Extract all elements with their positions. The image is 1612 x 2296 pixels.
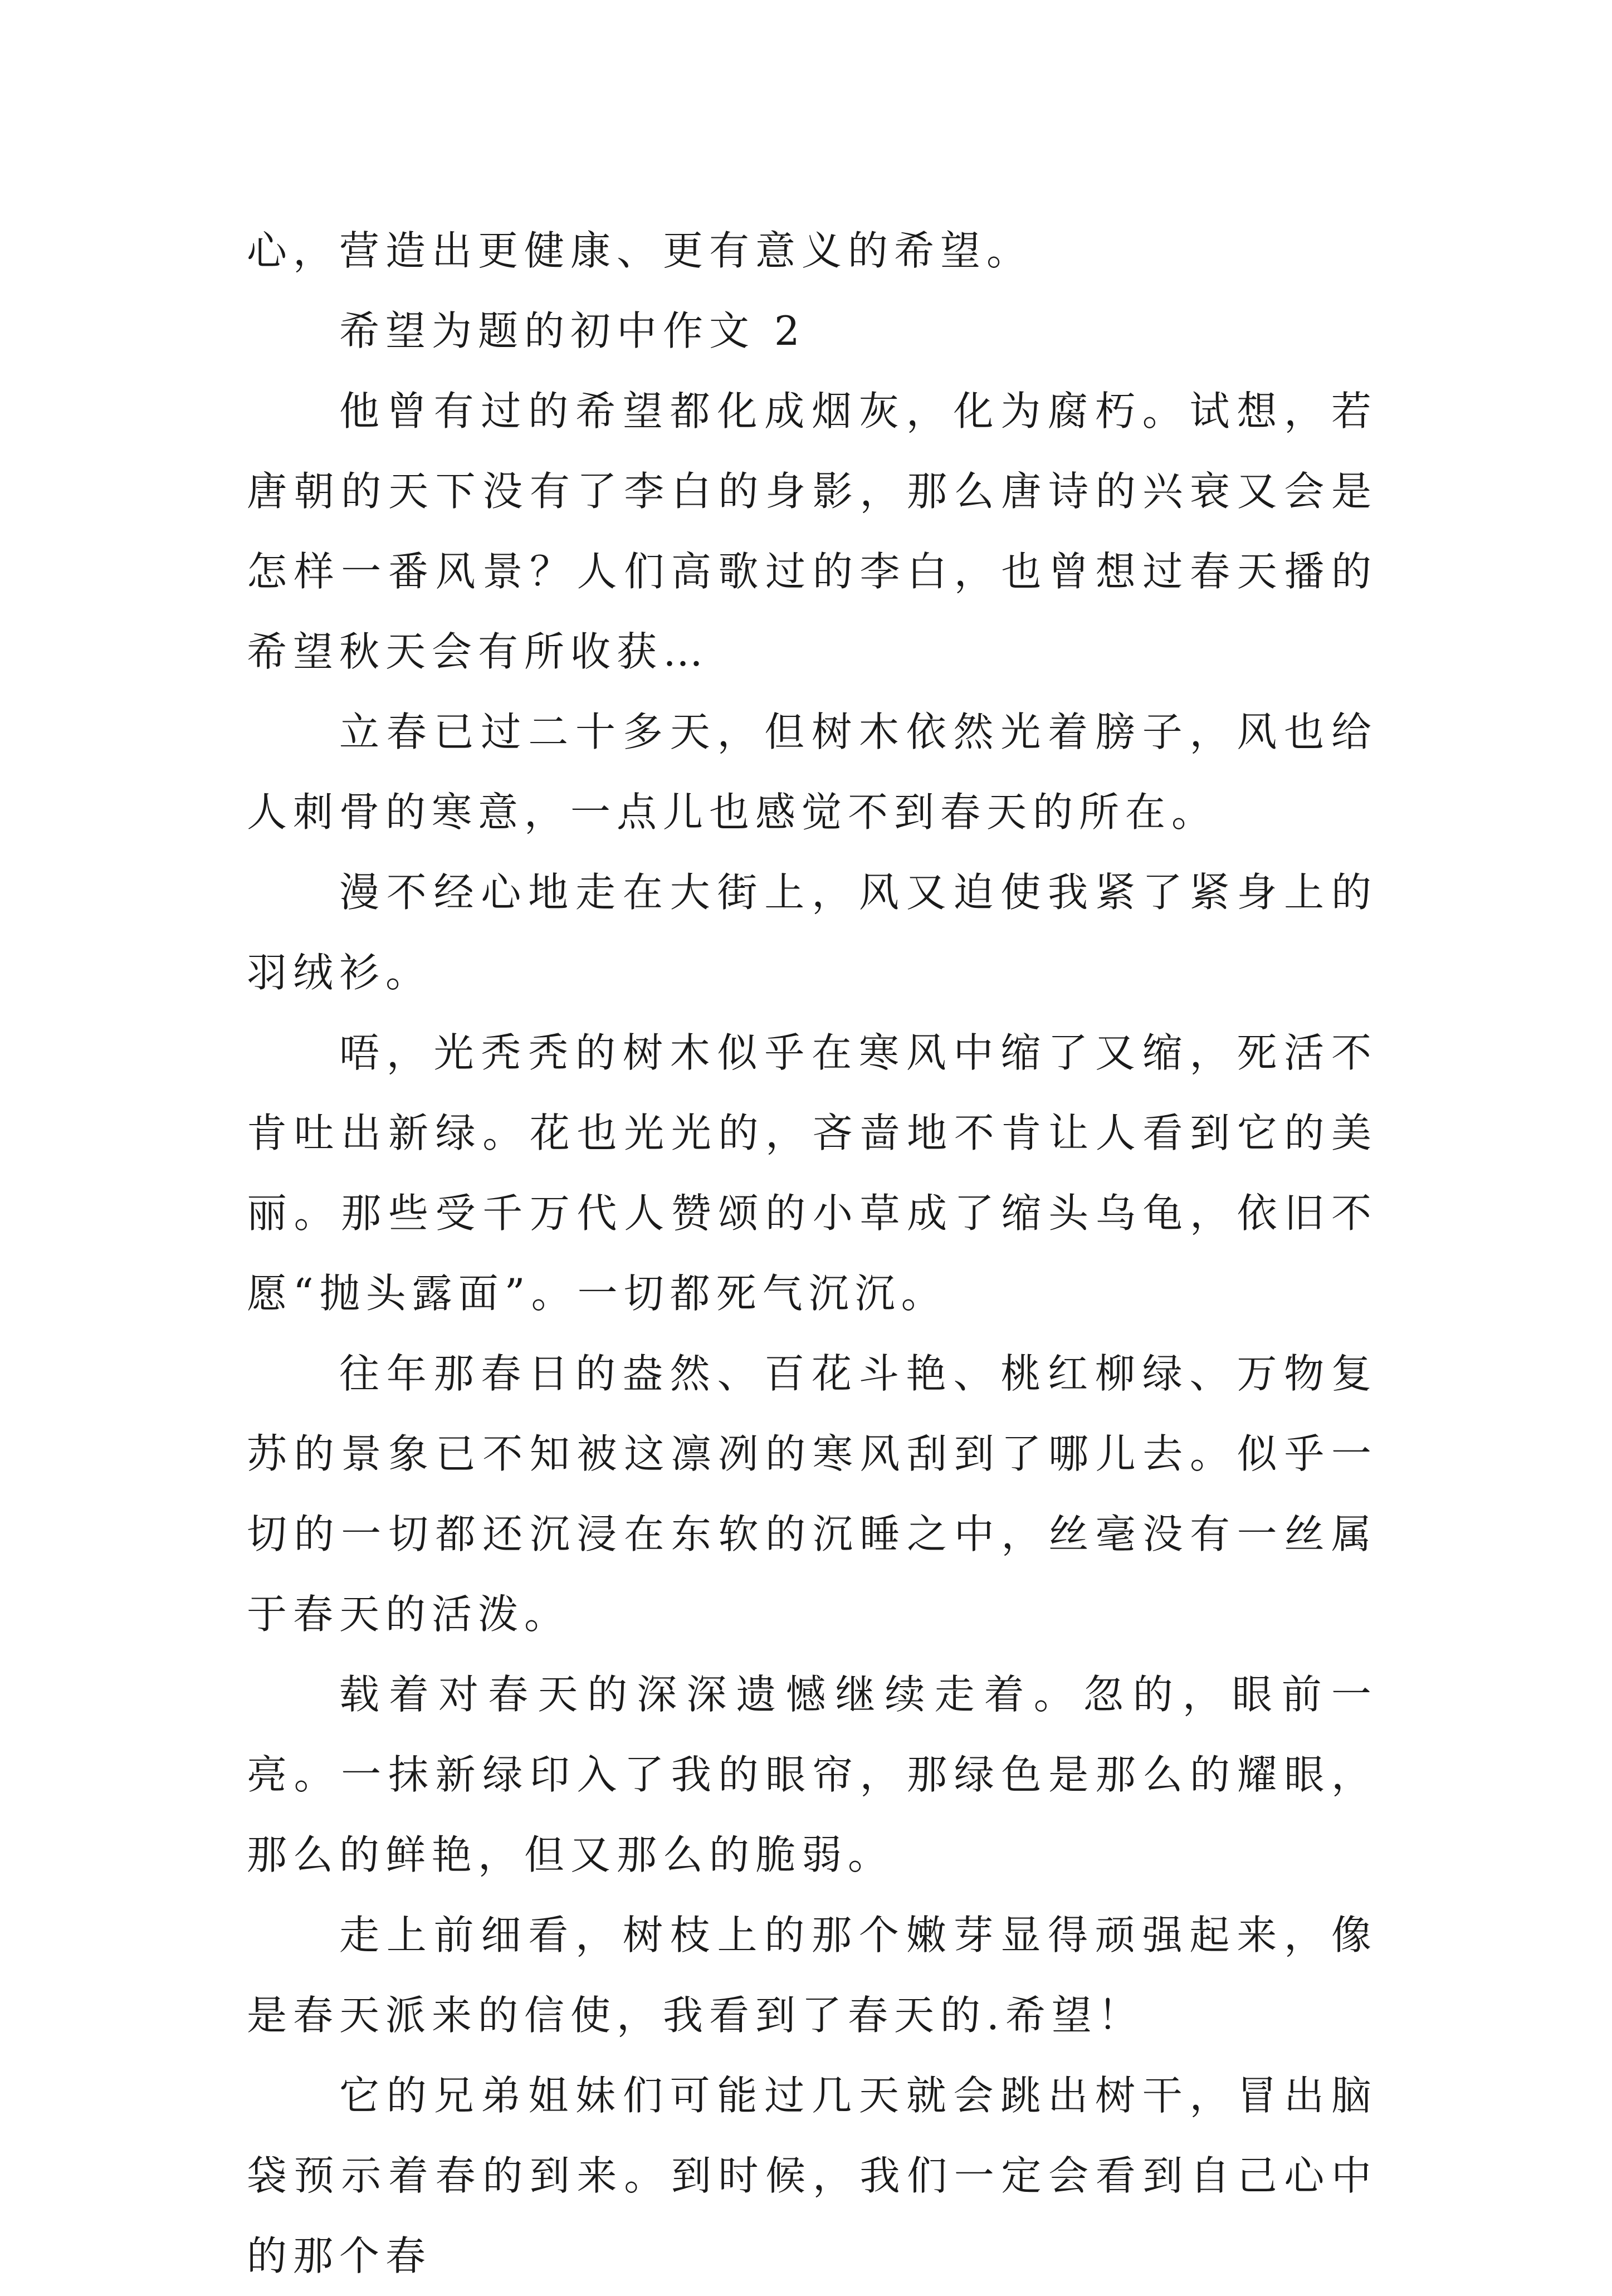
paragraph: 漫不经心地走在大街上，风又迫使我紧了紧身上的羽绒衫。: [247, 869, 1377, 996]
paragraph: 它的兄弟姐妹们可能过几天就会跳出树干，冒出脑袋预示着春的到来。到时候，我们一定会看到自己心中的那个春: [247, 2072, 1377, 2279]
paragraph: 他曾有过的希望都化成烟灰，化为腐朽。试想，若唐朝的天下没有了李白的身影，那么唐诗的兴衰又会是怎样一番风景？人们高歌过的李白，也曾想过春天播的希望秋天会有所收获…: [247, 388, 1377, 675]
paragraph: 唔，光秃秃的树木似乎在寒风中缩了又缩，死活不肯吐出新绿。花也光光的，吝啬地不肯让人看到它的美丽。那些受千万代人赞颂的小草成了缩头乌龟，依旧不愿“抛头露面”。一切都死气沉沉。: [247, 1029, 1377, 1317]
paragraph-continuation: 心，营造出更健康、更有意义的希望。: [247, 227, 1033, 274]
paragraph: 往年那春日的盎然、百花斗艳、桃红柳绿、万物复苏的景象已不知被这凛冽的寒风刮到了哪儿去。似乎一切的一切都还沉浸在东软的沉睡之中，丝毫没有一丝属于春天的活泼。: [247, 1350, 1377, 1638]
essay-heading: 希望为题的初中作文 2: [339, 307, 806, 354]
paragraph: 走上前细看，树枝上的那个嫩芽显得顽强起来，像是春天派来的信使，我看到了春天的.希望！: [247, 1912, 1377, 2039]
paragraph: 立春已过二十多天，但树木依然光着膀子，风也给人刺骨的寒意，一点儿也感觉不到春天的所在。: [247, 709, 1377, 836]
document-body: [247, 211, 1377, 2296]
paragraph: 载着对春天的深深遗憾继续走着。忽的，眼前一亮。一抹新绿印入了我的眼帘，那绿色是那么的耀眼，那么的鲜艳，但又那么的脆弱。: [247, 1671, 1377, 1878]
